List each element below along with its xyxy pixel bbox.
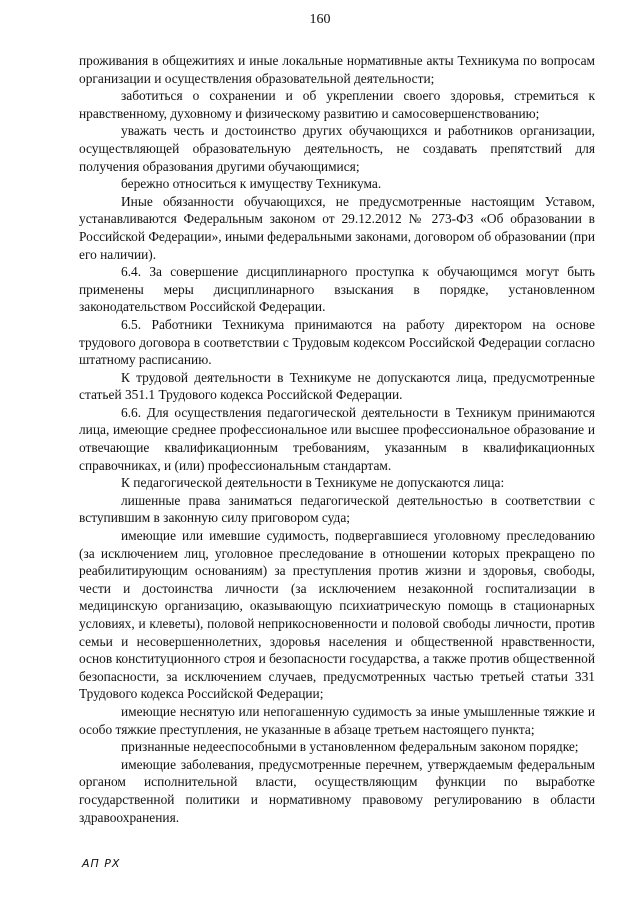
paragraph: К педагогической деятельности в Техникуме не допускаются лица:: [121, 475, 505, 491]
paragraph: имеющие заболевания, предусмотренные перечнем, утверждаемым федеральным органом исполнительной власти, осуществляющим функции по выработке государственной политики и нормативному правовому регулированию в области здравоохранения.: [79, 756, 595, 825]
page-number: 160: [309, 12, 331, 27]
paragraph: имеющие неснятую или непогашенную судимость за иные умышленные тяжкие и особо тяжкие преступления, не указанные в абзаце третьем настоящего пункта;: [79, 703, 595, 737]
paragraph: К трудовой деятельности в Техникуме не допускаются лица, предусмотренные статьей 351.1 Трудового кодекса Российской Федерации.: [79, 369, 595, 403]
paragraph: 6.5. Работники Техникума принимаются на работу директором на основе трудового договора в соответствии с Трудовым кодексом Российской Федерации согласно штатному расписанию.: [79, 316, 595, 368]
paragraph: признанные недееспособными в установленном федеральным законом порядке;: [121, 739, 579, 755]
document-body: [79, 52, 595, 826]
paragraph: лишенные права заниматься педагогической деятельностью в соответствии с вступившим в законную силу приговором суда;: [79, 492, 595, 526]
paragraph: 6.4. За совершение дисциплинарного проступка к обучающимся могут быть применены меры дисциплинарного взыскания в порядке, установленном законодательством Российской Федерации.: [79, 264, 595, 315]
paragraph: проживания в общежитиях и иные локальные нормативные акты Техникума по вопросам организации и осуществления образовательной деятельности;: [79, 53, 595, 86]
paragraph: Иные обязанности обучающихся, не предусмотренные настоящим Уставом, устанавливаются Федеральным законом от 29.12.2012 № 273-ФЗ «Об образовании в Российской Федерации», иными федеральными законами, договором об образовании (при его наличии).: [79, 193, 595, 262]
footer-mark: АП РХ: [82, 857, 121, 870]
paragraph: имеющие или имевшие судимость, подвергавшиеся уголовному преследованию (за исключением лиц, уголовное преследование в отношении которых прекращено по реабилитирующим основаниям) за преступления против жизни и здоровья, свободы, чести и достоинства личности (за исключением незаконной госпитализации в медицинскую организацию, оказывающую психиатрическую помощь в стационарных условиях, и клеветы), половой неприкосновенности и половой свободы личности, против семьи и несовершеннолетних, здоровья населения и общественной нравственности, основ конституционного строя и безопасности государства, а также против общественной безопасности, за исключением случаев, предусмотренных частью третьей статьи 331 Трудового кодекса Российской Федерации;: [79, 528, 595, 702]
paragraph: заботиться о сохранении и об укреплении своего здоровья, стремиться к нравственному, духовному и физическому развитию и самосовершенствованию;: [79, 88, 595, 121]
paragraph: 6.6. Для осуществления педагогической деятельности в Техникум принимаются лица, имеющие среднее профессиональное или высшее профессиональное образование и отвечающие квалификационным требованиям, указанным в квалификационных справочниках, и (или) профессиональным стандартам.: [79, 404, 595, 473]
paragraph: уважать честь и достоинство других обучающихся и работников организации, осуществляющей образовательную деятельность, не создавать препятствий для получения образования другими обучающимися;: [79, 123, 595, 174]
paragraph: бережно относиться к имуществу Техникума.: [121, 176, 382, 192]
